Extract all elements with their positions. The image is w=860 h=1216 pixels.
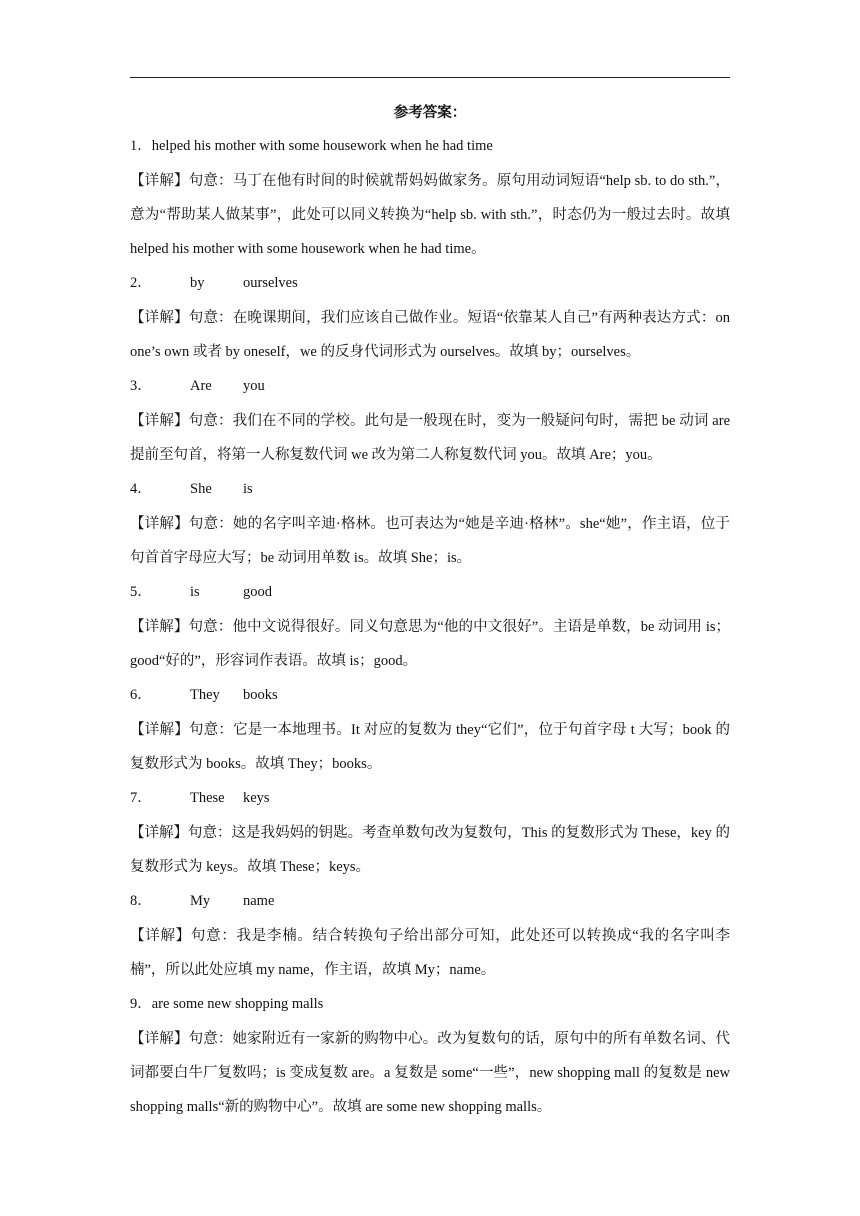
answer-line-9 xyxy=(130,992,730,1017)
explanation-tag: 【详解】 xyxy=(130,1031,189,1047)
question-number: 2． xyxy=(130,275,152,291)
question-number: 1． xyxy=(130,138,152,154)
explanation-tag: 【详解】 xyxy=(130,825,189,841)
explanation-tag: 【详解】 xyxy=(130,516,189,532)
explanation-8 xyxy=(130,919,730,987)
answer-line-7 xyxy=(130,786,730,811)
answer-line-3 xyxy=(130,374,730,399)
answer-blank-2: you xyxy=(243,378,265,394)
explanation-tag: 【详解】 xyxy=(130,619,189,635)
explanation-text: 句意：我是李楠。结合转换句子给出部分可知，此处还可以转换成“我的名字叫李楠”，所以此处应填 my name，作主语，故填 My；name。 xyxy=(130,928,731,978)
question-number: 5． xyxy=(130,584,152,600)
explanation-5 xyxy=(130,610,730,678)
answer-text: helped his mother with some housework when he had time xyxy=(151,138,493,154)
answer-blank-2: ourselves xyxy=(243,275,298,291)
explanation-tag: 【详解】 xyxy=(130,722,189,738)
explanation-text: 句意：马丁在他有时间的时候就帮妈妈做家务。原句用动词短语“help sb. to do sth.”，意为“帮助某人做某事”，此处可以同义转换为“help sb. with sth.”，时态仍为一般过去时。故填 helped his mother with some housework when he had time。 xyxy=(130,173,730,257)
explanation-text: 句意：他中文说得很好。同义句意思为“他的中文很好”。主语是单数，be 动词用 is；good“好的”，形容词作表语。故填 is；good。 xyxy=(130,619,730,669)
explanation-4 xyxy=(130,507,730,575)
explanation-tag: 【详解】 xyxy=(130,310,189,326)
answer-text: are some new shopping malls xyxy=(151,996,324,1012)
question-number: 4． xyxy=(130,481,152,497)
question-number: 3． xyxy=(130,378,152,394)
answer-blank-1: They xyxy=(190,687,220,703)
answer-blank-1: Are xyxy=(190,378,212,394)
answer-content xyxy=(130,101,730,1129)
answer-blank-2: books xyxy=(243,687,278,703)
answer-blank-2: name xyxy=(243,893,275,909)
explanation-tag: 【详解】 xyxy=(130,928,191,944)
answer-blank-1: These xyxy=(190,790,225,806)
explanation-3 xyxy=(130,404,730,472)
answer-blank-1: by xyxy=(190,275,205,291)
explanation-tag: 【详解】 xyxy=(130,413,189,429)
answer-blank-2: keys xyxy=(243,790,270,806)
answer-line-1 xyxy=(130,134,730,159)
explanation-text: 句意：这是我妈妈的钥匙。考查单数句改为复数句，This 的复数形式为 These，key 的复数形式为 keys。故填 These；keys。 xyxy=(130,825,730,875)
header-rule xyxy=(130,77,730,78)
explanation-7 xyxy=(130,816,730,884)
answer-blank-2: is xyxy=(243,481,253,497)
question-number: 6． xyxy=(130,687,152,703)
page-title: 参考答案： xyxy=(393,105,467,121)
explanation-2 xyxy=(130,301,730,369)
answer-line-5 xyxy=(130,580,730,605)
answer-line-6 xyxy=(130,683,730,708)
explanation-1 xyxy=(130,164,730,266)
answer-line-4 xyxy=(130,477,730,502)
explanation-text: 句意：在晚课期间，我们应该自己做作业。短语“依靠某人自己”有两种表达方式：on one’s own 或者 by oneself，we 的反身代词形式为 ourselves。故填 by；ourselves。 xyxy=(130,310,731,360)
question-number: 7． xyxy=(130,790,152,806)
question-number: 9． xyxy=(130,996,152,1012)
answer-line-2 xyxy=(130,271,730,296)
answer-blank-1: is xyxy=(190,584,200,600)
answer-blank-1: She xyxy=(190,481,212,497)
answer-blank-1: My xyxy=(190,893,211,909)
answer-blank-2: good xyxy=(243,584,272,600)
question-number: 8． xyxy=(130,893,152,909)
explanation-text: 句意：我们在不同的学校。此句是一般现在时，变为一般疑问句时，需把 be 动词 are 提前至句首，将第一人称复数代词 we 改为第二人称复数代词 you。故填 Are；you。 xyxy=(130,413,731,463)
answer-line-8 xyxy=(130,889,730,914)
explanation-text: 句意：她家附近有一家新的购物中心。改为复数句的话，原句中的所有单数名词、代词都要白牛厂复数吗；is 变成复数 are。a 复数是 some“一些”，new shopping mall 的复数是 new shopping malls“新的购物中心”。故填 are some new shopping malls。 xyxy=(130,1031,731,1115)
explanation-text: 句意：她的名字叫辛迪·格林。也可表达为“她是辛迪·格林”。she“她”，作主语，位于句首首字母应大写；be 动词用单数 is。故填 She；is。 xyxy=(130,516,731,566)
explanation-6 xyxy=(130,713,730,781)
explanation-text: 句意：它是一本地理书。It 对应的复数为 they“它们”，位于句首字母 t 大写；book 的复数形式为 books。故填 They；books。 xyxy=(130,722,730,772)
explanation-tag: 【详解】 xyxy=(130,173,189,189)
explanation-9 xyxy=(130,1022,730,1124)
